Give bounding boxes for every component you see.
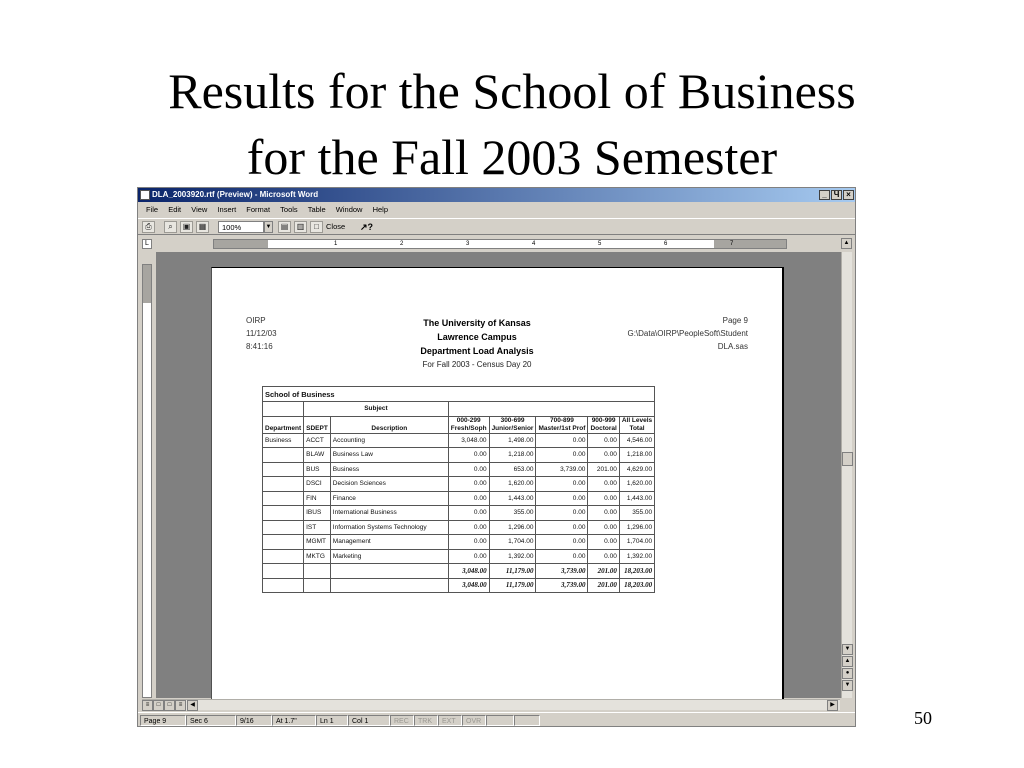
cell-value: 3,739.00 [536, 462, 588, 477]
cell-value: 355.00 [619, 506, 654, 521]
menu-insert[interactable]: Insert [217, 205, 237, 214]
cell-total: 201.00 [588, 564, 619, 579]
cell-value: 0.00 [448, 462, 489, 477]
table-total-row [263, 564, 655, 579]
cell-empty [330, 564, 448, 579]
zoom-select[interactable]: 100% [218, 221, 264, 233]
scroll-down-icon[interactable]: ▼ [842, 644, 853, 655]
menu-edit[interactable]: Edit [168, 205, 182, 214]
report-page: Page 9 [722, 316, 748, 325]
col-fresh-soph-label: Fresh/Soph [450, 424, 487, 432]
cell-value: 1,218.00 [619, 448, 654, 463]
document-page[interactable] [211, 267, 784, 707]
cell-value: 0.00 [536, 520, 588, 535]
window-title: DLA_2003920.rtf (Preview) - Microsoft Word [152, 190, 319, 199]
table-row [263, 462, 655, 477]
cell-description: Accounting [330, 433, 448, 448]
status-line: Ln 1 [316, 715, 348, 726]
col-all-levels [619, 416, 654, 433]
close-preview-button[interactable]: Close [326, 222, 346, 231]
preview-area[interactable] [156, 252, 841, 698]
menu-tools[interactable]: Tools [280, 205, 298, 214]
cell-value: 653.00 [489, 462, 536, 477]
cell-value: 0.00 [536, 448, 588, 463]
report-title: Department Load Analysis [420, 346, 534, 356]
cell-total: 3,739.00 [536, 564, 588, 579]
cell-value: 1,620.00 [619, 477, 654, 492]
cell-sdept: MKTG [304, 549, 331, 564]
outline-view-icon[interactable]: ≡ [175, 700, 186, 711]
word-app-icon[interactable] [140, 190, 150, 200]
ruler-number: 7 [730, 241, 734, 247]
table-subject-row [263, 402, 655, 417]
table-row [263, 535, 655, 550]
cell-value: 0.00 [448, 448, 489, 463]
cell-empty [304, 578, 331, 593]
cell-sdept: ACCT [304, 433, 331, 448]
cell-sdept: IST [304, 520, 331, 535]
scroll-left-icon[interactable]: ◀ [187, 700, 198, 711]
col-master-prof-label: Master/1st Prof [538, 424, 586, 432]
status-ext[interactable]: EXT [438, 715, 462, 726]
slide-title [0, 58, 1024, 190]
status-trk[interactable]: TRK [414, 715, 438, 726]
cell-total: 18,203.00 [619, 578, 654, 593]
ruler-number: 2 [400, 241, 404, 247]
report-date: 11/12/03 [246, 329, 277, 338]
cell-empty [304, 564, 331, 579]
col-master-prof [536, 416, 588, 433]
col-sdept: SDEPT [304, 416, 331, 433]
cell-empty [263, 564, 304, 579]
status-section: Sec 6 [186, 715, 236, 726]
print-icon[interactable]: ⎙ [142, 221, 155, 233]
cell-empty [263, 578, 304, 593]
report-header-right [627, 314, 748, 353]
cell-description: International Business [330, 506, 448, 521]
horizontal-ruler[interactable] [213, 239, 787, 249]
menu-view[interactable]: View [191, 205, 208, 214]
cell-department [263, 477, 304, 492]
cell-value: 0.00 [588, 448, 619, 463]
table-row [263, 549, 655, 564]
cell-total: 3,048.00 [448, 564, 489, 579]
col-junior-senior [489, 416, 536, 433]
cell-value: 0.00 [536, 491, 588, 506]
table-row [263, 491, 655, 506]
status-page: Page 9 [140, 715, 186, 726]
status-ovr[interactable]: OVR [462, 715, 486, 726]
cell-sdept: BUS [304, 462, 331, 477]
subject-header: Subject [304, 402, 449, 417]
chevron-down-icon[interactable]: ▼ [264, 221, 273, 233]
next-page-icon[interactable]: ▼ [842, 680, 853, 691]
cell-value: 4,546.00 [619, 433, 654, 448]
col-description: Description [330, 416, 448, 433]
cell-sdept: FIN [304, 491, 331, 506]
report-campus: Lawrence Campus [437, 332, 517, 342]
cell-value: 1,392.00 [489, 549, 536, 564]
multiple-pages-icon[interactable]: ▦ [196, 221, 209, 233]
cell-department [263, 448, 304, 463]
cell-description: Business Law [330, 448, 448, 463]
cell-sdept: IBUS [304, 506, 331, 521]
horizontal-scrollbar[interactable] [142, 699, 840, 710]
report-subtitle: For Fall 2003 - Census Day 20 [422, 360, 532, 369]
cell-sdept: MGMT [304, 535, 331, 550]
cell-value: 355.00 [489, 506, 536, 521]
status-pages: 9/16 [236, 715, 272, 726]
web-layout-icon[interactable]: □ [153, 700, 164, 711]
window-titlebar[interactable] [138, 188, 855, 202]
cell-description: Finance [330, 491, 448, 506]
vertical-scrollbar[interactable] [841, 252, 852, 698]
tab-selector[interactable]: L [142, 239, 152, 249]
cell-description: Decision Sciences [330, 477, 448, 492]
status-spelling [514, 715, 540, 726]
cell-value: 0.00 [536, 477, 588, 492]
col-junior-senior-label: Junior/Senior [491, 424, 534, 432]
cell-value: 0.00 [588, 535, 619, 550]
cell-value: 0.00 [588, 433, 619, 448]
ruler-row [138, 237, 855, 251]
cell-value: 1,296.00 [619, 520, 654, 535]
cell-value: 1,704.00 [619, 535, 654, 550]
one-page-icon[interactable]: ▣ [180, 221, 193, 233]
menu-window[interactable]: Window [335, 205, 363, 214]
cell-value: 0.00 [588, 506, 619, 521]
cell-department [263, 549, 304, 564]
cell-value: 0.00 [448, 520, 489, 535]
cell-total: 3,048.00 [448, 578, 489, 593]
table-school-row [263, 387, 655, 402]
vertical-scroll-thumb[interactable] [842, 452, 853, 466]
cell-value: 0.00 [448, 535, 489, 550]
col-doctoral-range: 900-999 [591, 416, 616, 424]
magnifier-icon[interactable]: ⌕ [164, 221, 177, 233]
cell-description: Business [330, 462, 448, 477]
minimize-button[interactable]: _ [819, 190, 830, 200]
cell-value: 0.00 [536, 433, 588, 448]
shrink-to-fit-icon[interactable]: ▥ [294, 221, 307, 233]
slide-number: 50 [914, 708, 932, 728]
table-body [263, 433, 655, 593]
table-header-row [263, 416, 655, 433]
col-master-prof-range: 700-899 [550, 416, 574, 424]
cell-value: 0.00 [588, 549, 619, 564]
cell-department [263, 520, 304, 535]
cell-value: 0.00 [588, 491, 619, 506]
slide-title-line-1: Results for the School of Business [168, 63, 856, 119]
cell-total: 201.00 [588, 578, 619, 593]
status-bar [138, 712, 855, 727]
cell-value: 0.00 [448, 549, 489, 564]
col-department: Department [263, 416, 304, 433]
report-time: 8:41:16 [246, 342, 273, 351]
context-help-button[interactable]: ↗? [360, 222, 374, 232]
cell-department [263, 491, 304, 506]
cell-value: 0.00 [536, 549, 588, 564]
print-layout-icon[interactable]: □ [164, 700, 175, 711]
report-path: G:\Data\OIRP\PeopleSoft\Student [627, 329, 748, 338]
cell-value: 0.00 [588, 520, 619, 535]
ruler-right-margin [714, 240, 786, 248]
cell-value: 1,443.00 [619, 491, 654, 506]
levels-spacer [448, 402, 654, 417]
cell-value: 4,629.00 [619, 462, 654, 477]
cell-value: 0.00 [448, 506, 489, 521]
cell-value: 0.00 [536, 506, 588, 521]
cell-value: 0.00 [448, 477, 489, 492]
cell-department: Business [263, 433, 304, 448]
table-row [263, 433, 655, 448]
cell-total: 3,739.00 [536, 578, 588, 593]
report-header-left [246, 314, 277, 353]
cell-department [263, 462, 304, 477]
normal-view-icon[interactable]: ≡ [142, 700, 153, 711]
split-box-icon[interactable]: ▲ [841, 238, 852, 249]
table-row [263, 477, 655, 492]
cell-value: 1,620.00 [489, 477, 536, 492]
school-name: School of Business [263, 387, 655, 402]
cell-description: Information Systems Technology [330, 520, 448, 535]
menu-format[interactable]: Format [246, 205, 271, 214]
close-window-button[interactable]: × [843, 190, 854, 200]
full-screen-icon[interactable]: □ [310, 221, 323, 233]
vertical-ruler[interactable] [142, 264, 152, 698]
status-at: At 1.7" [272, 715, 316, 726]
report-university: The University of Kansas [423, 318, 531, 328]
menu-table[interactable]: Table [307, 205, 326, 214]
col-doctoral [588, 416, 619, 433]
cell-total: 18,203.00 [619, 564, 654, 579]
menu-help[interactable]: Help [372, 205, 389, 214]
previous-page-icon[interactable]: ▲ [842, 656, 853, 667]
col-all-levels-total: Total [629, 424, 645, 432]
ruler-left-margin [214, 240, 268, 248]
ruler-number: 5 [598, 241, 602, 247]
view-ruler-icon[interactable]: ▤ [278, 221, 291, 233]
status-language [486, 715, 514, 726]
department-load-table [262, 386, 655, 593]
col-all-levels-label: All Levels [621, 416, 653, 424]
cell-description: Management [330, 535, 448, 550]
ruler-number: 1 [334, 241, 338, 247]
cell-department [263, 506, 304, 521]
report-program: DLA.sas [717, 342, 748, 351]
select-browse-object-icon[interactable]: ● [842, 668, 853, 679]
subject-spacer [263, 402, 304, 417]
ruler-number: 3 [466, 241, 470, 247]
cell-value: 1,218.00 [489, 448, 536, 463]
cell-value: 3,048.00 [448, 433, 489, 448]
cell-description: Marketing [330, 549, 448, 564]
cell-total: 11,179.00 [489, 564, 536, 579]
col-junior-senior-range: 300-699 [500, 416, 525, 424]
table-row [263, 448, 655, 463]
word-window [137, 187, 856, 727]
report-header-center [392, 316, 562, 371]
slide-title-line-2: for the Fall 2003 Semester [246, 129, 778, 185]
cell-value: 0.00 [588, 477, 619, 492]
cell-value: 1,704.00 [489, 535, 536, 550]
menu-file[interactable]: File [146, 205, 159, 214]
cell-value: 1,498.00 [489, 433, 536, 448]
table-total-row [263, 578, 655, 593]
col-fresh-soph [448, 416, 489, 433]
menu-bar [138, 203, 855, 217]
cell-value: 0.00 [536, 535, 588, 550]
preview-toolbar [138, 218, 855, 235]
vertical-ruler-margin [143, 265, 151, 303]
cell-empty [330, 578, 448, 593]
status-column: Col 1 [348, 715, 390, 726]
table-row [263, 520, 655, 535]
cell-value: 1,296.00 [489, 520, 536, 535]
cell-sdept: BLAW [304, 448, 331, 463]
cell-value: 0.00 [448, 491, 489, 506]
cell-value: 1,392.00 [619, 549, 654, 564]
col-doctoral-label: Doctoral [590, 424, 617, 432]
cell-department [263, 535, 304, 550]
report-org: OIRP [246, 316, 266, 325]
table-row [263, 506, 655, 521]
cell-value: 1,443.00 [489, 491, 536, 506]
col-fresh-soph-range: 000-299 [456, 416, 481, 424]
cell-value: 201.00 [588, 462, 619, 477]
cell-total: 11,179.00 [489, 578, 536, 593]
cell-sdept: DSCI [304, 477, 331, 492]
scroll-right-icon[interactable]: ▶ [827, 700, 838, 711]
status-rec[interactable]: REC [390, 715, 414, 726]
restore-button[interactable]: Ч [831, 190, 842, 200]
ruler-number: 4 [532, 241, 536, 247]
ruler-number: 6 [664, 241, 668, 247]
